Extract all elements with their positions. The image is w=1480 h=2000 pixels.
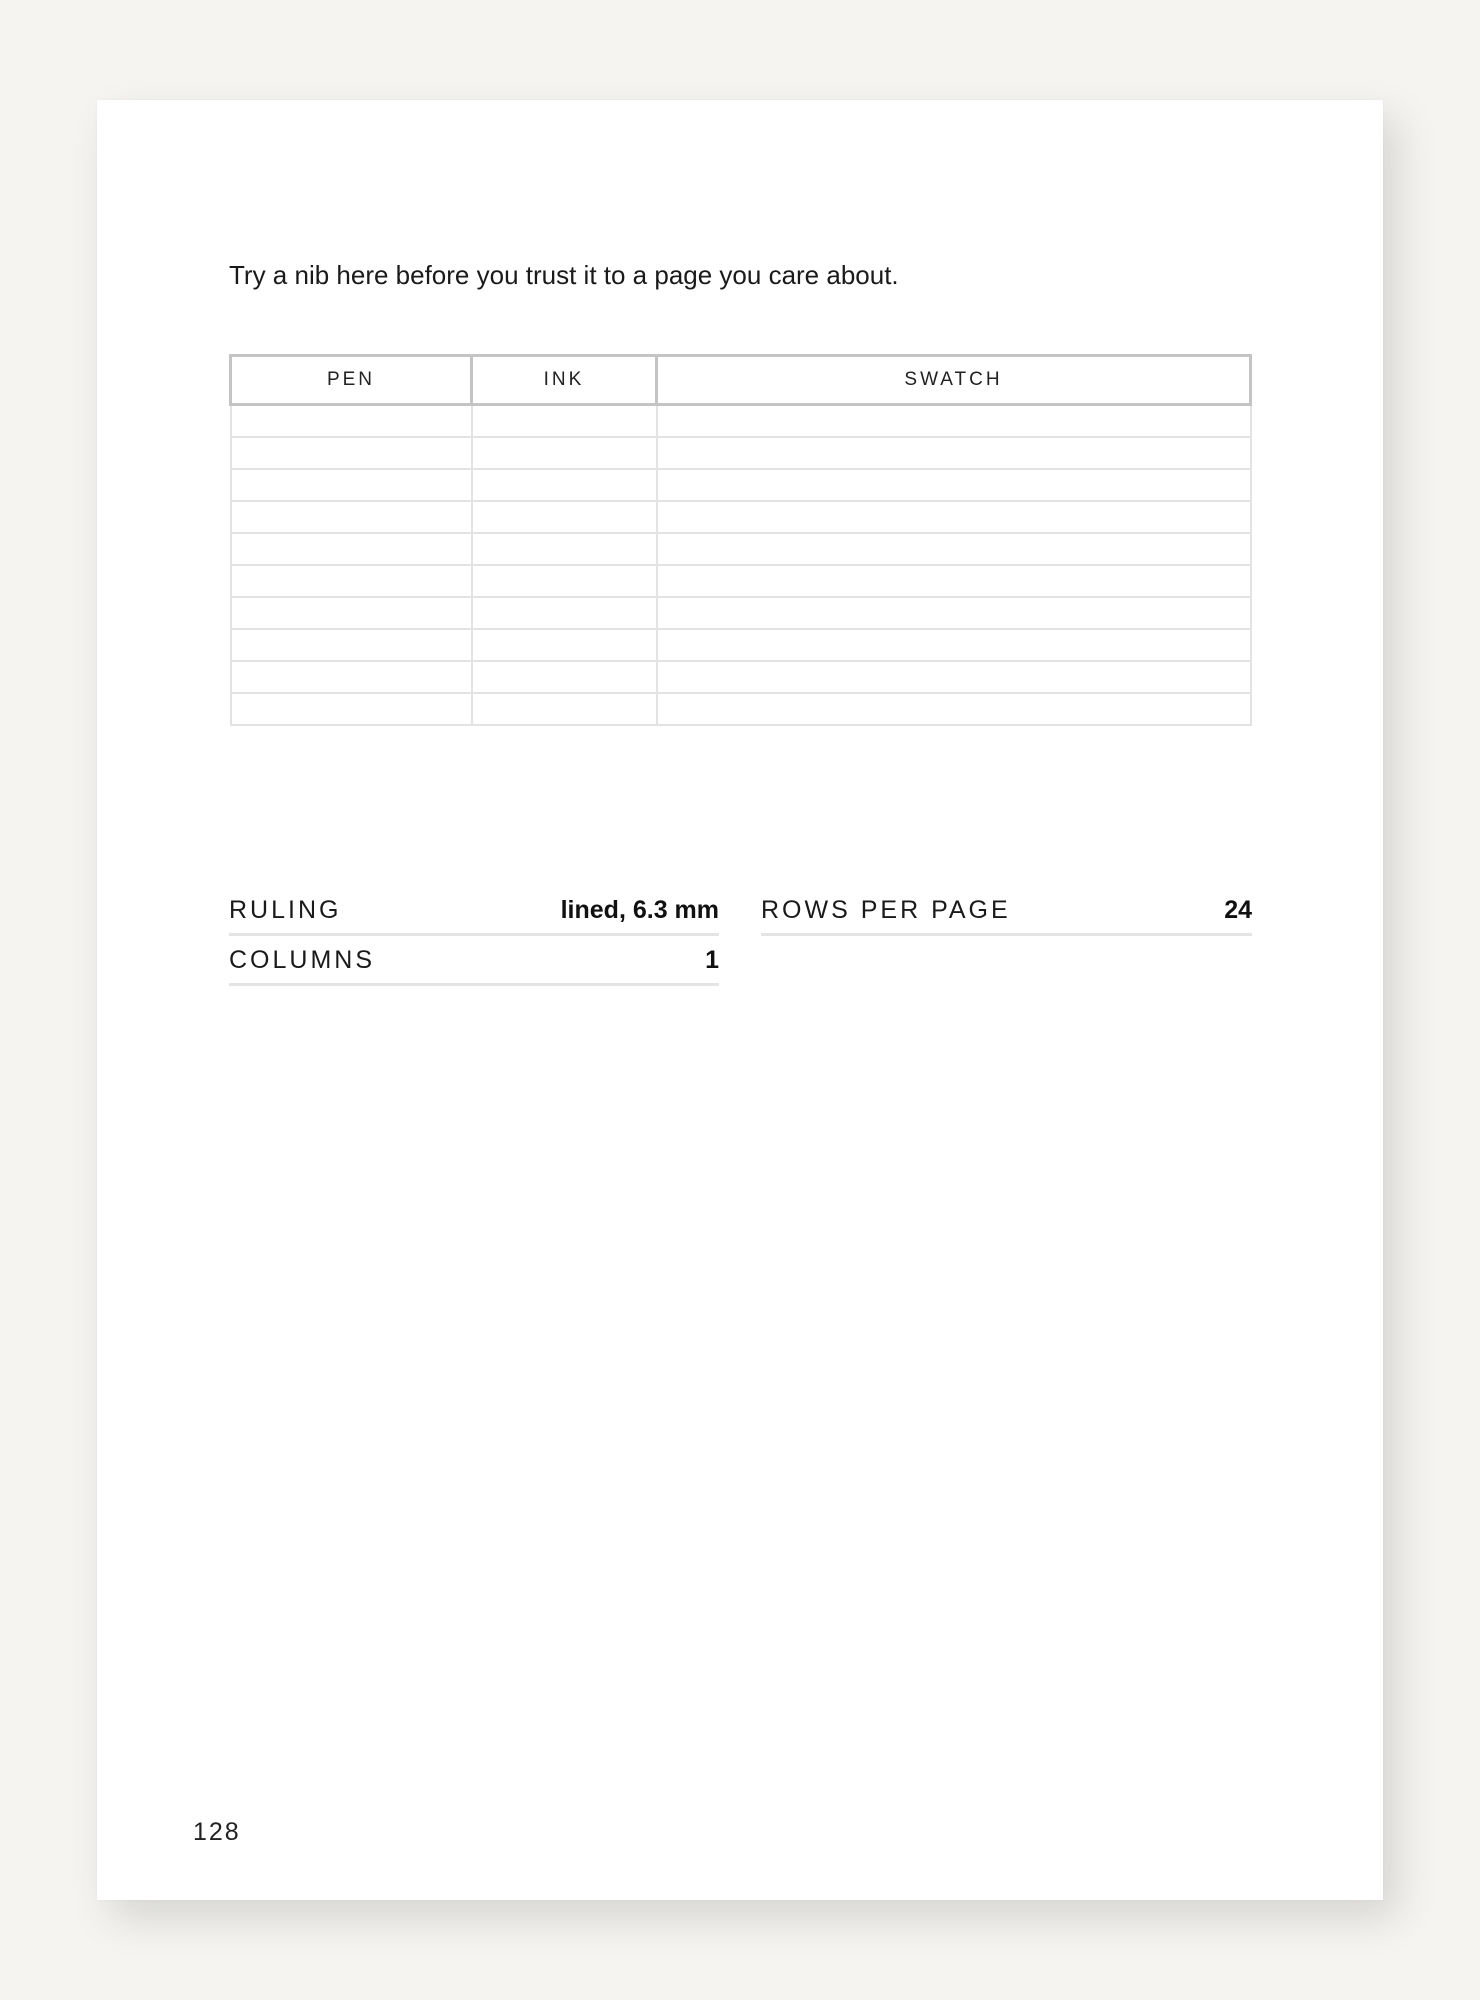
spec-ruling-label: RULING (229, 896, 342, 924)
table-row (231, 469, 1251, 501)
table-row (231, 693, 1251, 725)
table-header-row (231, 356, 1251, 405)
table-row (231, 565, 1251, 597)
table-row (231, 501, 1251, 533)
table-cell[interactable] (657, 661, 1251, 693)
table-cell[interactable] (231, 437, 472, 469)
table-row (231, 533, 1251, 565)
table-cell[interactable] (657, 533, 1251, 565)
table-cell[interactable] (472, 501, 657, 533)
table-cell[interactable] (657, 565, 1251, 597)
pen-test-table (229, 354, 1252, 726)
table-cell[interactable] (472, 405, 657, 438)
table-cell[interactable] (472, 533, 657, 565)
table-cell[interactable] (657, 437, 1251, 469)
spec-columns-label: COLUMNS (229, 946, 376, 974)
table-cell[interactable] (231, 661, 472, 693)
table-row (231, 661, 1251, 693)
table-cell[interactable] (231, 597, 472, 629)
table-body (231, 405, 1251, 726)
table-cell[interactable] (657, 405, 1251, 438)
table-cell[interactable] (231, 533, 472, 565)
table-cell[interactable] (231, 693, 472, 725)
spec-ruling-value: lined, 6.3 mm (560, 896, 719, 924)
table-cell[interactable] (472, 469, 657, 501)
spec-ruling (229, 884, 719, 936)
intro-text: Try a nib here before you trust it to a page you care about. (229, 260, 899, 290)
table-cell[interactable] (657, 501, 1251, 533)
table-cell[interactable] (231, 565, 472, 597)
table-row (231, 629, 1251, 661)
spec-columns (229, 934, 719, 986)
table-cell[interactable] (231, 501, 472, 533)
table-cell[interactable] (231, 405, 472, 438)
spec-rows-per-page (761, 884, 1252, 936)
notebook-page (97, 100, 1383, 1900)
header-pen: PEN (231, 356, 472, 405)
table-row (231, 437, 1251, 469)
page-number: 128 (193, 1818, 241, 1846)
table-cell[interactable] (657, 693, 1251, 725)
table-cell[interactable] (472, 661, 657, 693)
table-cell[interactable] (472, 629, 657, 661)
table-cell[interactable] (472, 565, 657, 597)
table-cell[interactable] (657, 629, 1251, 661)
spec-columns-value: 1 (705, 946, 719, 974)
header-swatch: SWATCH (657, 356, 1251, 405)
table-row (231, 597, 1251, 629)
table-cell[interactable] (472, 693, 657, 725)
header-ink: INK (472, 356, 657, 405)
table-cell[interactable] (657, 597, 1251, 629)
table-cell[interactable] (231, 629, 472, 661)
spec-rows-per-page-value: 24 (1224, 896, 1252, 924)
table-cell[interactable] (657, 469, 1251, 501)
table-cell[interactable] (472, 597, 657, 629)
spec-rows-per-page-label: ROWS PER PAGE (761, 896, 1011, 924)
table-row (231, 405, 1251, 438)
table-cell[interactable] (472, 437, 657, 469)
table-cell[interactable] (231, 469, 472, 501)
